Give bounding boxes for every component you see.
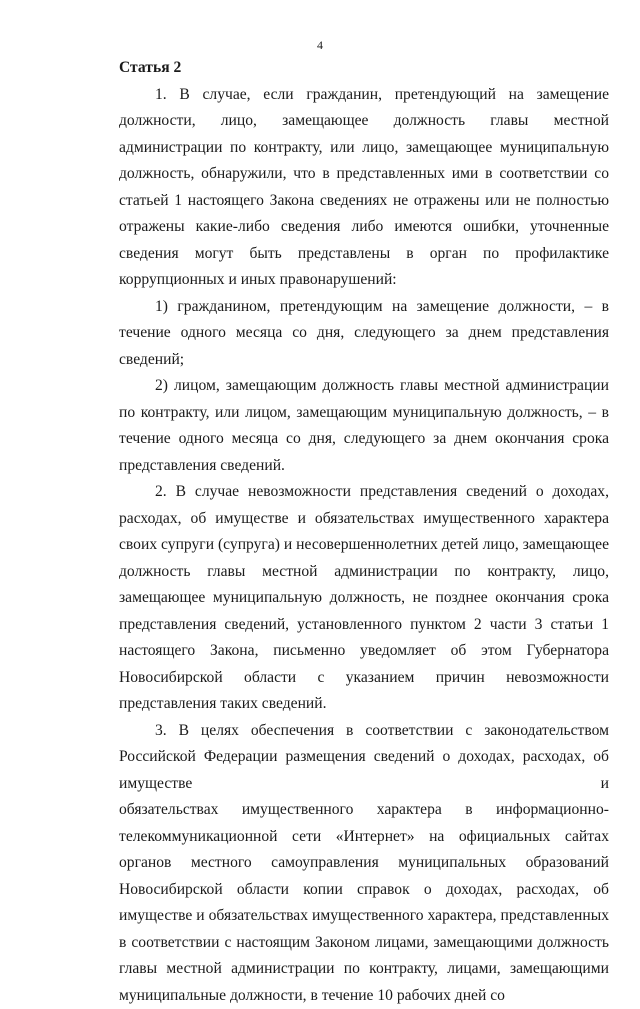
paragraph-1-item-1: 1) гражданином, претендующим на замещение должности, – в течение одного месяца со дня, следующего за днем представления сведений; bbox=[119, 294, 609, 374]
p3-word: обязательствах bbox=[119, 797, 218, 824]
document-body bbox=[119, 55, 609, 1009]
paragraph-3-stretched-line bbox=[119, 797, 609, 824]
p3-word: характера bbox=[377, 797, 442, 824]
p3-word: имущественного bbox=[242, 797, 354, 824]
paragraph-3-rest: телекоммуникационной сети «Интернет» на официальных сайтах органов местного самоуправления муниципальных образований Новосибирской области копии справок о доходах, расходах, об имуществе и обязательствах имущественного характера, представленных в соответствии с настоящим Законом лицами, замещающими должность главы местной администрации по контракту, лицами, замещающими муниципальные должности, в течение 10 рабочих дней со bbox=[119, 824, 609, 1009]
p3-word: информационно- bbox=[496, 797, 609, 824]
paragraph-1-item-2: 2) лицом, замещающим должность главы местной администрации по контракту, или лицом, замещающим муниципальную должность, – в течение одного месяца со дня, следующего за днем окончания срока представления сведений. bbox=[119, 373, 609, 479]
paragraph-1: 1. В случае, если гражданин, претендующий на замещение должности, лицо, замещающее должность главы местной администрации по контракту, или лицо, замещающее муниципальную должность, обнаружили, что в представленных ими в соответствии со статьей 1 настоящего Закона сведениях не отражены или не полностью отражены какие-либо сведения либо имеются ошибки, уточненные сведения могут быть представлены в орган по профилактике коррупционных и иных правонарушений: bbox=[119, 82, 609, 294]
p3-word: в bbox=[465, 797, 472, 824]
paragraph-2: 2. В случае невозможности представления сведений о доходах, расходах, об имуществе и обязательствах имущественного характера своих супруги (супруга) и несовершеннолетних детей лицо, замещающее должность главы местной администрации по контракту, лицо, замещающее муниципальную должность, не позднее окончания срока представления сведений, установленного пунктом 2 части 3 статьи 1 настоящего Закона, письменно уведомляет об этом Губернатора Новосибирской области с указанием причин невозможности представления таких сведений. bbox=[119, 479, 609, 718]
paragraph-3 bbox=[119, 718, 609, 1009]
paragraph-3-start: 3. В целях обеспечения в соответствии с законодательством Российской Федерации размещения сведений о доходах, расходах, об имуществе и bbox=[119, 718, 609, 798]
article-heading: Статья 2 bbox=[119, 55, 609, 82]
page-number: 4 bbox=[0, 38, 640, 53]
